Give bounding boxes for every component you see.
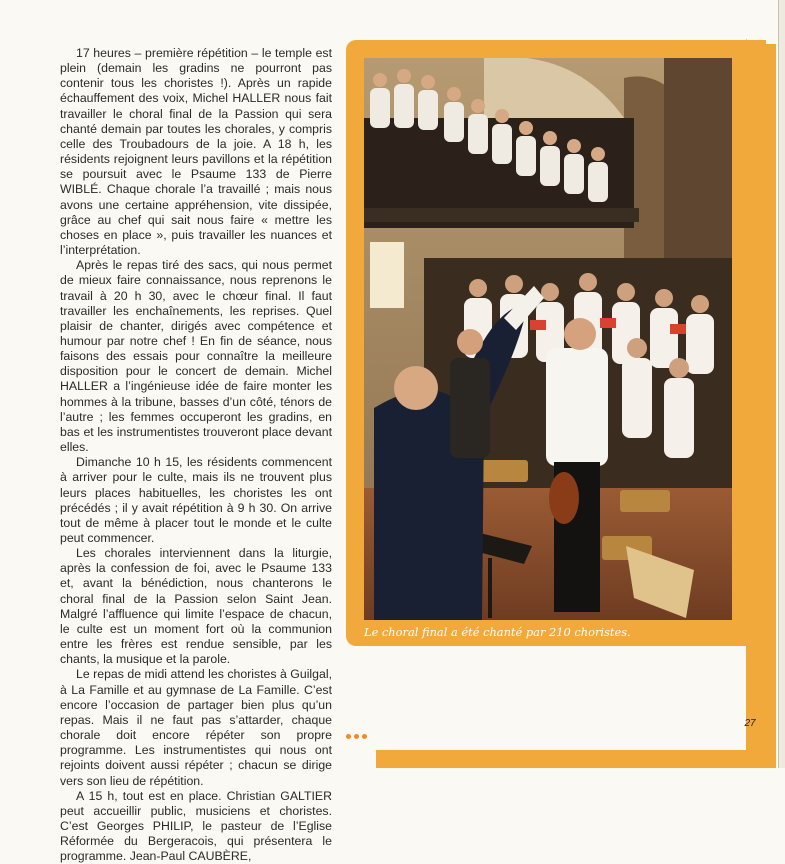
paragraph: 17 heures – première répétition – le temple est plein (demain les gradins ne pourront pas contenir tous les choristes !). Après un rapide échauffement des voix, Michel HALLER nous fait travailler le choral final de la Passion qui sera chanté demain par toutes les chorales, y compris celle des Troubadours de la joie. A 18 h, les résidents rejoignent leurs pavillons et la répétition se poursuit avec le Psaume 133 de Pierre WIBLÉ. Chaque chorale l’a travaillé ; mais nous avons une certaine appréhension, vite dissipée, grâce au chef qui sait nous faire « mettre les choses en place », puis travailler les nuances et l’interprétation.	[60, 46, 332, 258]
dot	[362, 734, 367, 739]
decorative-dots	[346, 726, 370, 744]
choir-photo-illustration	[364, 58, 732, 620]
photo-caption: Le choral final a été chanté par 210 choristes.	[364, 625, 631, 639]
page-edge	[778, 0, 785, 768]
paragraph: Après le repas tiré des sacs, qui nous permet de mieux faire connaissance, nous reprenons le travail à 20 h 30, avec le chœur final. Il faut travailler les enchaînements, les reprises. Quel plaisir de chanter, dirigés avec compétence et humour par notre chef ! En fin de séance, nous faisons des essais pour connaître la meilleure disposition pour le concert de demain. Michel HALLER a l’ingénieuse idée de faire monter les hommes à la tribune, basses d’un côté, ténors de l’autre ; les femmes occuperont les gradins, en bas et les instrumentistes trouveront place devant elles.	[60, 258, 332, 455]
dot	[346, 734, 351, 739]
choir-photo	[364, 58, 732, 620]
paragraph: Dimanche 10 h 15, les résidents commencent à arriver pour le culte, mais ils ne trouvent plus leurs places habituelles, les choristes les ont précédés ; il y avait répétition à 9 h 30. On arrive tout de même à placer tout le monde et le culte peut commencer.	[60, 455, 332, 545]
orange-bottom-band	[376, 750, 776, 768]
paragraph: Le repas de midi attend les choristes à Guilgal, à La Famille et au gymnase de La Famille. C’est encore l’occasion de partager bien plus qu’un repas. Mais il ne faut pas s’attarder, chaque chorale doit encore répéter son propre programme. Les instrumentistes qui nous ont rejoints doivent aussi répéter ; chacun se dirige vers son lieu de répétition.	[60, 667, 332, 788]
paragraph: A 15 h, tout est en place. Christian GALTIER peut accueillir public, musiciens et choristes. C’est Georges PHILIP, le pasteur de l’Eglise Réformée du Bergeracois, qui présentera le programme. Jean-Paul CAUBÈRE,	[60, 788, 332, 864]
page-number: 27	[744, 718, 756, 729]
bottom-white-panel	[350, 646, 746, 750]
dot	[354, 734, 359, 739]
paragraph: Les chorales interviennent dans la liturgie, après la confession de foi, avec le Psaume 133 et, avant la bénédiction, nous chanterons le choral final de la Passion selon Saint Jean. Malgré l’affluence qui limite l’espace de chacun, le culte est un moment fort où la communion entre les frères est rendue sensible, par les chants, la musique et la parole.	[60, 546, 332, 667]
article-text-column	[60, 46, 332, 864]
